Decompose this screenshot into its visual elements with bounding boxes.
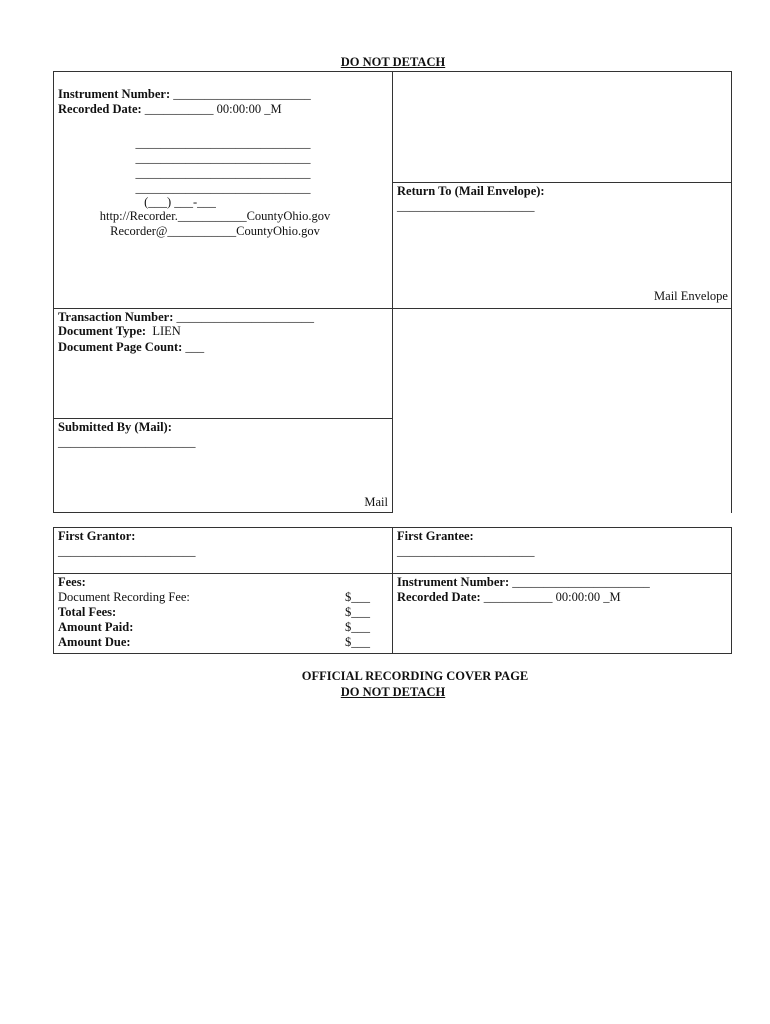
amount-paid-label: Amount Paid:: [58, 620, 134, 634]
bottom-recorded-date-row: [397, 590, 621, 605]
upper-box-right-border: [731, 71, 732, 513]
lower-box-right-border: [731, 527, 732, 653]
bottom-recorded-date-value: ___________ 00:00:00 _M: [483, 590, 621, 604]
bottom-recorded-date-label: Recorded Date:: [397, 590, 481, 604]
document-type-row: [58, 324, 181, 339]
upper-box-middle-border: [53, 308, 732, 309]
amount-due-label: Amount Due:: [58, 635, 131, 649]
instrument-number-blank: ______________________: [173, 87, 311, 101]
bottom-instrument-number-label: Instrument Number:: [397, 575, 510, 589]
submitted-by-blank: ______________________: [58, 435, 196, 449]
transaction-number-blank: ______________________: [176, 310, 315, 324]
amount-paid-value: $___: [345, 620, 370, 634]
do-not-detach-header: DO NOT DETACH: [340, 55, 446, 69]
first-grantee-label: First Grantee:: [397, 529, 474, 543]
total-fees-value: $___: [345, 605, 370, 619]
first-grantor-label: First Grantor:: [58, 529, 136, 543]
document-recording-fee-label: Document Recording Fee:: [58, 590, 190, 604]
return-to-top-border: [393, 182, 732, 183]
address-line-4: ____________________________: [135, 181, 311, 195]
recorder-website: http://Recorder.___________CountyOhio.gov: [99, 209, 331, 223]
transaction-number-label: Transaction Number:: [58, 310, 174, 324]
do-not-detach-footer: DO NOT DETACH: [340, 685, 446, 699]
first-grantor-blank: ______________________: [58, 544, 196, 558]
transaction-number-row: [58, 310, 314, 325]
document-type-label: Document Type:: [58, 324, 147, 338]
instrument-number-label: Instrument Number:: [58, 87, 171, 101]
document-type-value: LIEN: [152, 324, 181, 338]
page-count-value: ___: [185, 340, 205, 354]
total-fees-label: Total Fees:: [58, 605, 117, 619]
return-method-mail-envelope: Mail Envelope: [654, 289, 728, 303]
bottom-instrument-number-blank: ______________________: [512, 575, 650, 589]
phone-number: (___) ___-___: [144, 195, 216, 209]
bottom-instrument-number-row: [397, 575, 650, 590]
recorded-date-row: [58, 102, 282, 117]
page-count-row: [58, 340, 204, 355]
amount-due-value: $___: [345, 635, 370, 649]
submitted-by-label: Submitted By (Mail):: [58, 420, 172, 434]
address-line-1: ____________________________: [135, 136, 311, 150]
upper-box-left-border: [53, 71, 54, 513]
upper-box-center-divider: [392, 71, 393, 513]
instrument-number-row: [58, 87, 311, 102]
fees-label: Fees:: [58, 575, 86, 589]
page-count-label: Document Page Count:: [58, 340, 183, 354]
lower-box-left-border: [53, 527, 54, 653]
document-recording-fee-value: $___: [345, 590, 370, 604]
address-line-2: ____________________________: [135, 151, 311, 165]
address-line-3: ____________________________: [135, 166, 311, 180]
return-to-blank: ______________________: [397, 199, 535, 213]
recorder-email: Recorder@___________CountyOhio.gov: [110, 224, 320, 238]
upper-box-bottom-border: [53, 512, 393, 513]
lower-box-middle-border: [53, 573, 732, 574]
submitted-method-mail: Mail: [364, 495, 388, 509]
submitted-by-top-border: [53, 418, 393, 419]
first-grantee-blank: ______________________: [397, 544, 535, 558]
recorded-date-value: ___________ 00:00:00 _M: [144, 102, 282, 116]
lower-box-center-divider: [392, 527, 393, 653]
official-recording-cover-page-title: OFFICIAL RECORDING COVER PAGE: [301, 669, 529, 683]
recorded-date-label: Recorded Date:: [58, 102, 142, 116]
return-to-label: Return To (Mail Envelope):: [397, 184, 545, 198]
lower-box-bottom-border: [53, 653, 732, 654]
